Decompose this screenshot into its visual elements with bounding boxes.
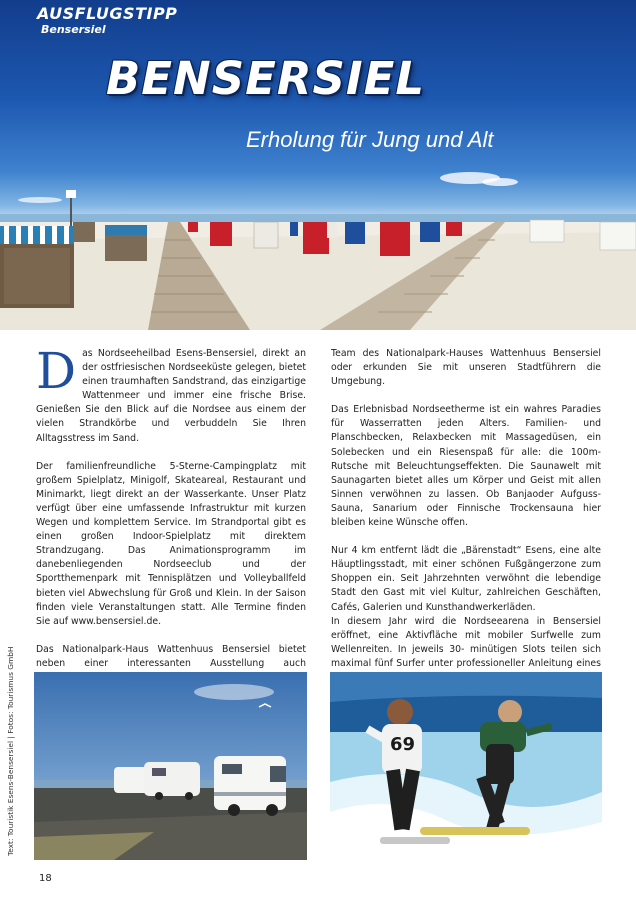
surfer-bib-number: 69 (390, 734, 416, 755)
article-column-left (36, 342, 306, 713)
article-paragraph (36, 342, 306, 446)
article-paragraph: Team des Nationalpark-Hauses Wattenhuus Bensersiel oder erkunden Sie mit unseren Stadtführern die Umgebung. (331, 348, 601, 388)
hero-photo-beach (0, 0, 636, 330)
article-paragraph: Das Nationalpark-Haus Wattenhuus Bensersiel bietet neben einer interessanten Ausstellung auch (36, 643, 306, 669)
section-kicker-location: Bensersiel (41, 23, 106, 36)
campervan-scene-illustration (34, 672, 307, 860)
surfers-scene-illustration (330, 672, 602, 860)
beach-scene-illustration (0, 0, 636, 330)
photo-campervans (34, 672, 307, 860)
article-paragraph-text: as Nordseeheilbad Esens-Bensersiel, direkt an der ostfriesischen Nordseeküste gelegen, bietet einen traumhaften Sandstrand, das einzigartige Wattenmeer und immer eine frische Brise. Genießen Sie den Blick auf die Nordsee aus einem der vielen Strandkörbe und verbuddeln Sie Ihren Alltagsstress im Sand. (36, 348, 306, 444)
photo-credit: Text: Touristik Esens-Bensersiel | Fotos: Tourismus GmbH (6, 646, 15, 856)
article-paragraph: In diesem Jahr wird die Nordseearena in Bensersiel eröffnet, eine Aktivfläche mit mobiler Surfwelle zum Wellenreiten. In jeweils 30- minütigen Slots teilen sich maximal fünf Surfer unter professioneller Anleitung eines (331, 615, 601, 669)
article-paragraph: Nur 4 km entfernt lädt die „Bärenstadt“ Esens, eine alte Häuptlingsstadt, mit einer schönen Fußgängerzone zum Shoppen ein. Seit Jahrzehnten verwöhnt die lebendige Stadt den Gast mit viel Kultur, zahlreichen Geschäften, Cafés, Galerien und Kunsthandwerkerläden. (331, 545, 601, 613)
page-subheadline: Erholung für Jung und Alt (246, 127, 494, 152)
section-kicker: AUSFLUGSTIPP (37, 4, 178, 23)
photo-surfers (330, 672, 602, 860)
article-column-right (331, 347, 601, 713)
article-paragraph: Das Erlebnisbad Nordseetherme ist ein wahres Paradies für Wasserratten jeden Alters. Familien- und Planschbecken, Relaxbecken mit Massagedüsen, ein Solebecken und ein Riesenspaß für alle: die 100m-Rutsche mit Beleuchtungseffekten. Die Saunawelt mit Saunagarten bietet alles um Körper und Geist mit allen Sinnen verwöhnen zu lassen. Ob Banjaoder Aufguss-Sauna, Sanarium oder Finnische Trockensauna hier bleiben keine Wünsche offen. (331, 404, 601, 529)
article-paragraph: Der familienfreundliche 5-Sterne-Campingplatz mit großem Spielplatz, Minigolf, Skateareal, Restaurant und Minimarkt, liegt direkt an der Wasserkante. Unser Platz verfügt über eine umfassende Infrastruktur mit kurzen Wegen und komplettem Service. Im Strandportal gibt es einen großen Indoor-Spielplatz mit direktem Strandzugang. Das Animationsprogramm im danebenliegenden Nordseeclub und der Sportthemenpark mit Tennisplätzen und Volleyballfeld bieten viel Abwechslung für Groß und Klein. In der Saison finden viele Veranstaltungen statt. Alle Termine finden Sie auf www.bensersiel.de. (36, 460, 306, 627)
drop-cap: D (36, 342, 77, 400)
page-headline: BENSERSIEL (106, 52, 426, 105)
page-number: 18 (39, 873, 52, 884)
